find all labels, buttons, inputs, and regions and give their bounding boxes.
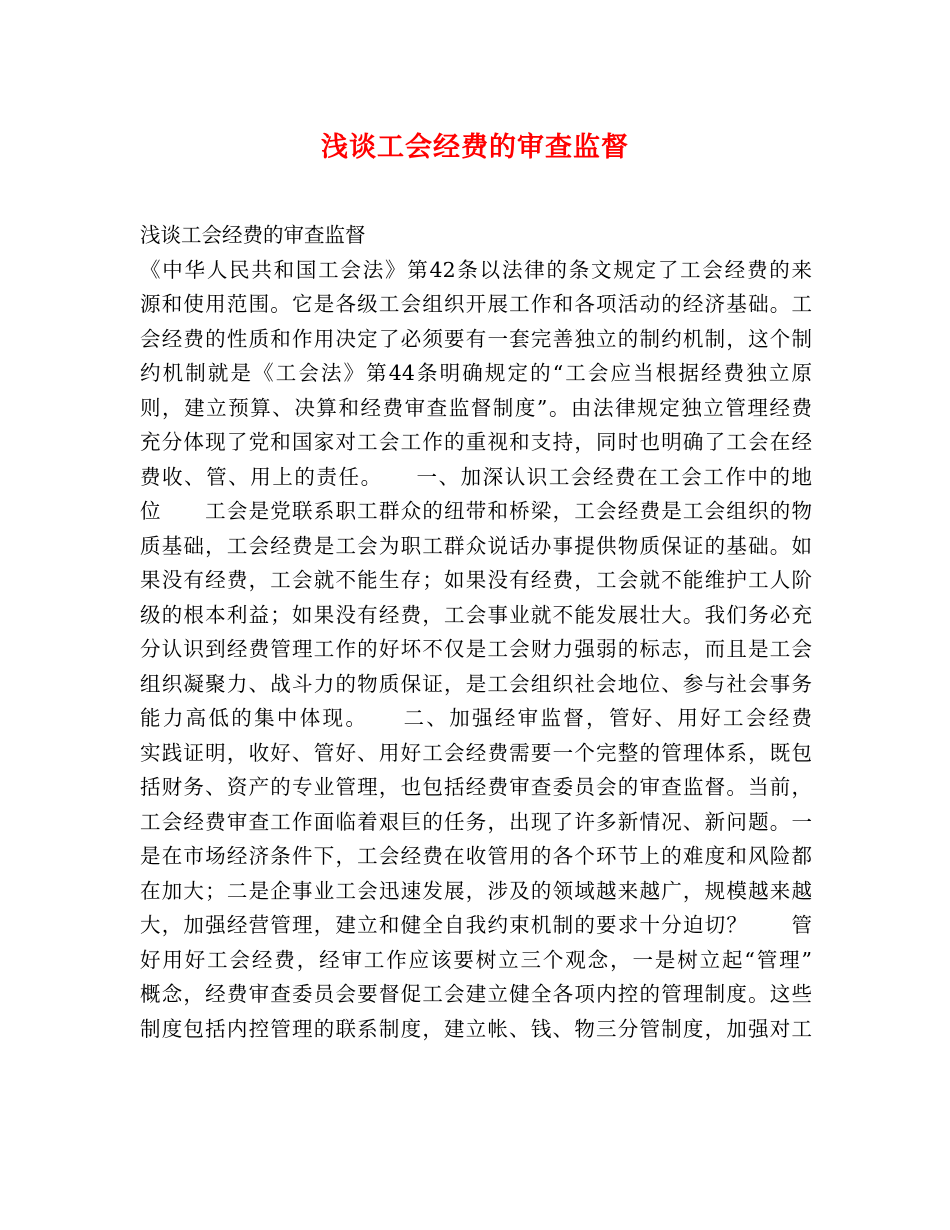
body-line: 果没有经费，工会就不能生存；如果没有经费，工会就不能维护工人阶 — [140, 568, 812, 592]
body-line: 会经费的性质和作用决定了必须要有一套完善独立的制约机制，这个制 — [140, 326, 812, 351]
body-line: 约机制就是《工会法》第44条明确规定的“工会应当根据经费独立原 — [140, 361, 812, 385]
body-line: 能力高低的集中体现。 二、加强经审监督，管好、用好工会经费 — [140, 706, 812, 730]
body-line: 制度包括内控管理的联系制度，建立帐、钱、物三分管制度，加强对工 — [140, 1016, 812, 1041]
body-line: 源和使用范围。它是各级工会组织开展工作和各项活动的经济基础。工 — [140, 292, 812, 316]
body-line: 费收、管、用上的责任。 一、加深认识工会经费在工会工作中的地 — [140, 464, 812, 489]
body-line: 分认识到经费管理工作的好坏不仅是工会财力强弱的标志，而且是工会 — [140, 637, 812, 661]
document-title: 浅谈工会经费的审查监督 — [321, 132, 629, 163]
body-line: 括财务、资产的专业管理，也包括经费审查委员会的审查监督。当前， — [140, 775, 812, 799]
body-line: 大，加强经营管理，建立和健全自我约束机制的要求十分迫切？ 管 — [140, 913, 812, 937]
body-line: 位 工会是党联系职工群众的纽带和桥梁，工会经费是工会组织的物 — [140, 499, 812, 523]
body-line: 质基础，工会经费是工会为职工群众说话办事提供物质保证的基础。如 — [140, 533, 812, 558]
body-line: 概念，经费审查委员会要督促工会建立健全各项内控的管理制度。这些 — [140, 982, 812, 1006]
body-line: 好用好工会经费，经审工作应该要树立三个观念，一是树立起“管理” — [140, 947, 812, 972]
body-line: 实践证明，收好、管好、用好工会经费需要一个完整的管理体系，既包 — [140, 740, 812, 765]
body-line: 则，建立预算、决算和经费审查监督制度”。由法律规定独立管理经费 — [140, 395, 812, 420]
body-line: 级的根本利益；如果没有经费，工会事业就不能发展壮大。我们务必充 — [140, 602, 812, 627]
body-line: 在加大；二是企事业工会迅速发展，涉及的领域越来越广，规模越来越 — [140, 878, 812, 903]
body-line: 工会经费审查工作面临着艰巨的任务，出现了许多新情况、新问题。一 — [140, 809, 812, 834]
body-line: 《中华人民共和国工会法》第42条以法律的条文规定了工会经费的来 — [140, 257, 812, 282]
document-body — [140, 218, 812, 1046]
body-line: 是在市场经济条件下，工会经费在收管用的各个环节上的难度和风险都 — [140, 844, 812, 868]
body-line: 充分体现了党和国家对工会工作的重视和支持，同时也明确了工会在经 — [140, 430, 812, 454]
body-line: 组织凝聚力、战斗力的物质保证，是工会组织社会地位、参与社会事务 — [140, 671, 812, 696]
body-paragraph — [140, 253, 812, 1047]
document-subtitle: 浅谈工会经费的审查监督 — [140, 223, 366, 247]
